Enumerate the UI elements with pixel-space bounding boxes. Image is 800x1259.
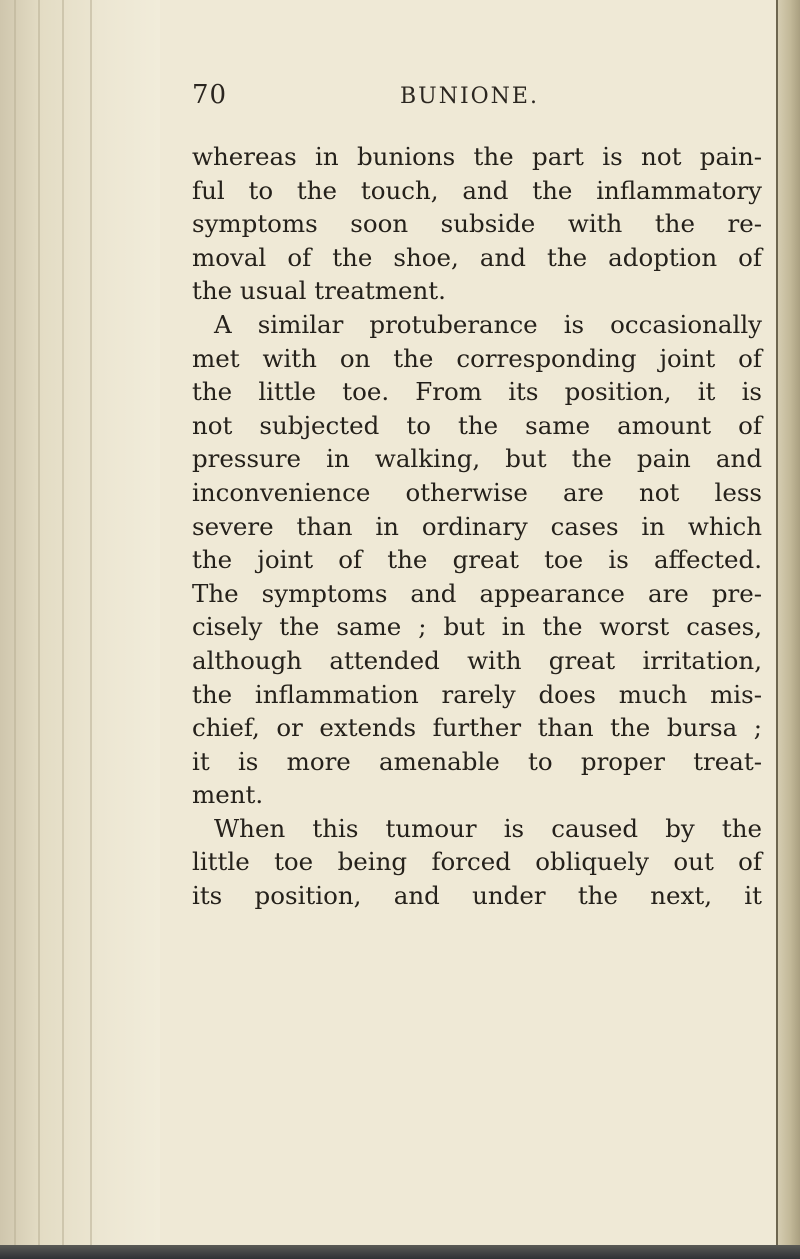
binding-gutter <box>0 0 160 1259</box>
text-line: ful to the touch, and the inflammatory <box>192 175 762 205</box>
text-line: whereas in bunions the part is not pain- <box>192 142 762 171</box>
text-line: the inflammation rarely does much mis- <box>192 679 762 709</box>
text-line: When this tumour is caused by the <box>214 813 762 843</box>
text-line: met with on the corresponding joint of <box>192 343 762 373</box>
gutter-line <box>38 0 40 1259</box>
page-number: 70 <box>192 80 228 110</box>
page-header <box>192 80 752 114</box>
text-line: severe than in ordinary cases in which <box>192 511 762 541</box>
gutter-line <box>90 0 92 1259</box>
page-bottom-edge <box>0 1245 800 1259</box>
text-line: The symptoms and appearance are pre- <box>192 578 762 608</box>
text-line: the little toe. From its position, it is <box>192 377 762 407</box>
text-line: inconvenience otherwise are not less <box>192 477 762 507</box>
page-edge <box>776 0 800 1259</box>
gutter-line <box>14 0 16 1259</box>
text-line: not subjected to the same amount of <box>192 410 762 440</box>
text-line: its position, and under the next, it <box>192 881 762 911</box>
text-line: the joint of the great toe is affected. <box>192 545 762 575</box>
text-line: the usual treatment. <box>192 276 446 306</box>
body-text <box>192 140 762 913</box>
text-line: symptoms soon subside with the re- <box>192 209 762 239</box>
running-head: BUNIONE. <box>400 84 539 109</box>
text-line: cisely the same ; but in the worst cases, <box>192 612 762 642</box>
text-line: little toe being forced obliquely out of <box>192 847 762 877</box>
text-line: A similar protuberance is occasionally <box>214 309 762 339</box>
text-line: although attended with great irritation, <box>192 645 762 675</box>
text-line: pressure in walking, but the pain and <box>192 444 762 474</box>
gutter-line <box>62 0 64 1259</box>
text-line: chief, or extends further than the bursa ; <box>192 713 762 743</box>
text-line: it is more amenable to proper treat- <box>192 746 762 776</box>
text-line: ment. <box>192 780 264 810</box>
text-line: moval of the shoe, and the adoption of <box>192 242 762 272</box>
